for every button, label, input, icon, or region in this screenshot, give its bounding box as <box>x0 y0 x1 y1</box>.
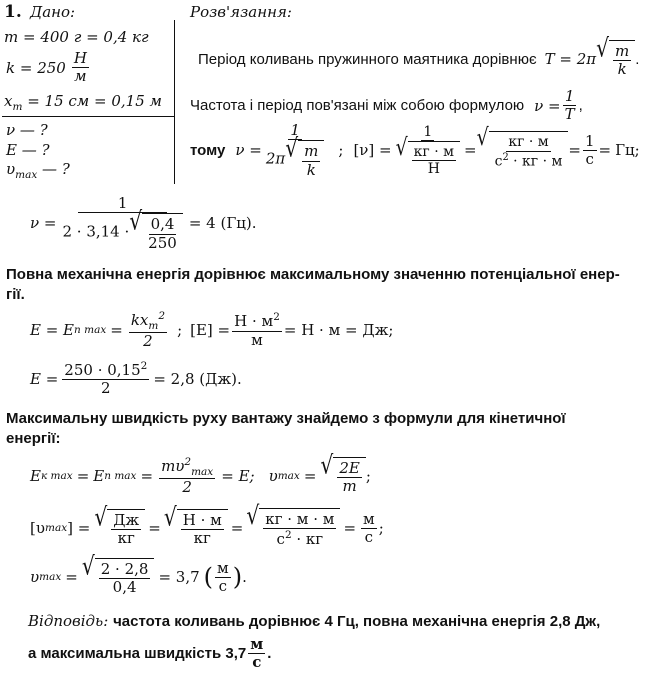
nu-unit-sqrt: √ $\frac{кг \cdot м}{с^2 \cdot кг \cdot м}$ <box>477 131 569 169</box>
given-stiffness-unit <box>72 50 89 86</box>
unit-den: м <box>74 67 87 86</box>
nu-unit-frac: 1 √ $\frac{кг \cdot м}{Н}$ <box>394 124 462 177</box>
energy-calc-line <box>30 360 242 398</box>
frequency-intro: Частота і період пов'язані між собою формулою <box>190 97 525 115</box>
nu-eq: ν = <box>534 96 561 115</box>
kinetic-line: E к max = E п max = $\frac{m\upsilon^2_{max}}{2}$ = E; υ max = √ $\frac{2E}{m}$ ; <box>30 449 371 497</box>
velocity-result: = 3,7 <box>158 568 200 587</box>
velocity-intro-1: Максимальну швидкість руху вантажу знайдемо з формули для кінетичної <box>6 410 566 427</box>
energy-calc-lhs: E = <box>30 369 59 388</box>
vel-sub: max <box>15 169 38 181</box>
solution-label: Розв'язання: <box>190 3 292 21</box>
vel-tail: — ? <box>37 160 70 178</box>
tomu-line: тому ν = 1 2π √ $\frac{m}{k}$ ; [ν] = 1 √ $\frac{кг \cdot м}{Н}$ = √ $\frac{кг \cdot м}{с^2 \cdot кг \cdot м}$ = $\frac{1}{с}$ = Гц; <box>190 121 640 179</box>
given-vertical-divider <box>174 20 175 184</box>
given-stiffness <box>6 50 91 86</box>
energy-intro-1: Повна механічна енергія дорівнює максимальному значенню потенціальної енер- <box>6 266 620 283</box>
answer-text-1: частота коливань дорівнює 4 Гц, повна механічна енергія 2,8 Дж, <box>113 613 601 630</box>
answer-label: Відповідь: <box>28 612 109 630</box>
tomu-word: тому <box>190 141 226 159</box>
energy-unit-rhs: = Н · м = Дж; <box>283 321 394 340</box>
answer-line-1 <box>28 612 600 630</box>
velocity-calc-line: υ max = √ $\frac{2 \cdot 2,8}{0,4}$ = 3,7 ( $\frac{м}{с}$ ) . <box>30 550 247 597</box>
energy-intro-2: гії. <box>6 286 25 303</box>
energy-sub-2: п max <box>104 470 137 483</box>
amp-var: x <box>4 92 13 110</box>
period-line: Період коливань пружинного маятника дорівнює T = 2π √ $\frac{m}{k}$ . <box>198 32 640 79</box>
vel-unit-lhs: [υ <box>30 519 45 538</box>
velocity-intro-2: енергії: <box>6 430 61 447</box>
nu-calc-line <box>30 195 257 252</box>
given-label: Дано: <box>30 3 76 21</box>
given-divider <box>2 116 174 117</box>
kinetic-frac: $\frac{m\upsilon^2_{max}}{2}$ <box>161 456 214 497</box>
nu-unit-inv-s: $\frac{1}{с}$ <box>584 131 595 168</box>
nu-result: = 4 (Гц). <box>188 214 257 233</box>
find-energy: E — ? <box>6 141 50 159</box>
given-amplitude <box>4 92 162 113</box>
nu-eq-3: ν = <box>30 214 57 233</box>
vel-var: υ <box>6 160 16 178</box>
given-stiffness-value: k = 250 <box>6 58 66 77</box>
energy-lhs: E = E <box>30 321 75 340</box>
energy-calc-rhs: = 2,8 (Дж). <box>153 369 242 388</box>
period-sqrt: √ $\frac{m}{k}$ <box>596 40 635 79</box>
energy-unit-lhs: [E] = <box>190 321 231 340</box>
nu-eq-2: ν = <box>235 141 262 160</box>
nu-unit-lhs: [ν] = <box>353 141 392 160</box>
energy-sub: п max <box>74 324 107 337</box>
find-frequency: ν — ? <box>6 121 48 139</box>
vel-unit-close: ] = <box>67 519 91 538</box>
unit-hz: Гц; <box>615 141 640 160</box>
energy-frac: $\frac{kx_m^2}{2}$ <box>130 310 166 351</box>
find-velocity <box>6 160 70 181</box>
nu-over-T: $\frac{1}{T}$ <box>564 87 575 124</box>
answer-text-2: а максимальна швидкість 3,7 <box>28 645 247 663</box>
nu-calc-frac: 1 2 · 3,14 · √ $\frac{0,4}{250}$ <box>60 195 184 252</box>
frequency-line: Частота і період пов'язані між собою формулою ν = $\frac{1}{T}$ , <box>190 87 583 124</box>
energy-formula-line: E = E п max = $\frac{kx_m^2}{2}$ ; [E] = $\frac{Н \cdot м^2}{м}$ = Н · м = Дж; <box>30 310 394 351</box>
nu-formula: 1 2π √ $\frac{m}{k}$ <box>264 122 327 179</box>
energy-calc-frac: $\frac{250 \cdot 0,15^2}{2}$ <box>64 360 148 398</box>
given-mass: m = 400 г = 0,4 кг <box>4 28 149 46</box>
answer-line-2: а максимальна швидкість 3,7 $\frac{м}{с}$ . <box>28 635 272 672</box>
period-formula: T = 2π <box>544 50 597 69</box>
energy-unit-frac: $\frac{Н \cdot м^2}{м}$ <box>234 311 280 349</box>
unit-num: Н <box>73 49 87 67</box>
problem-number: 1. <box>4 2 22 22</box>
vmax-sqrt: √ $\frac{2E}{m}$ <box>320 457 365 496</box>
velocity-unit-line: [υ max ] = √ $\frac{Дж}{кг}$ = √ $\frac{Н \cdot м}{кг}$ = √ $\frac{кг \cdot м \cdot м}{с^2 \cdot кг}$ = $\frac{м}{с}$ ; <box>30 500 384 549</box>
period-intro: Період коливань пружинного маятника дорівнює <box>198 50 537 68</box>
amp-sub: m <box>12 101 23 113</box>
kinetic-sub: к max <box>40 470 73 483</box>
amp-value: = 15 см = 0,15 м <box>22 92 162 110</box>
